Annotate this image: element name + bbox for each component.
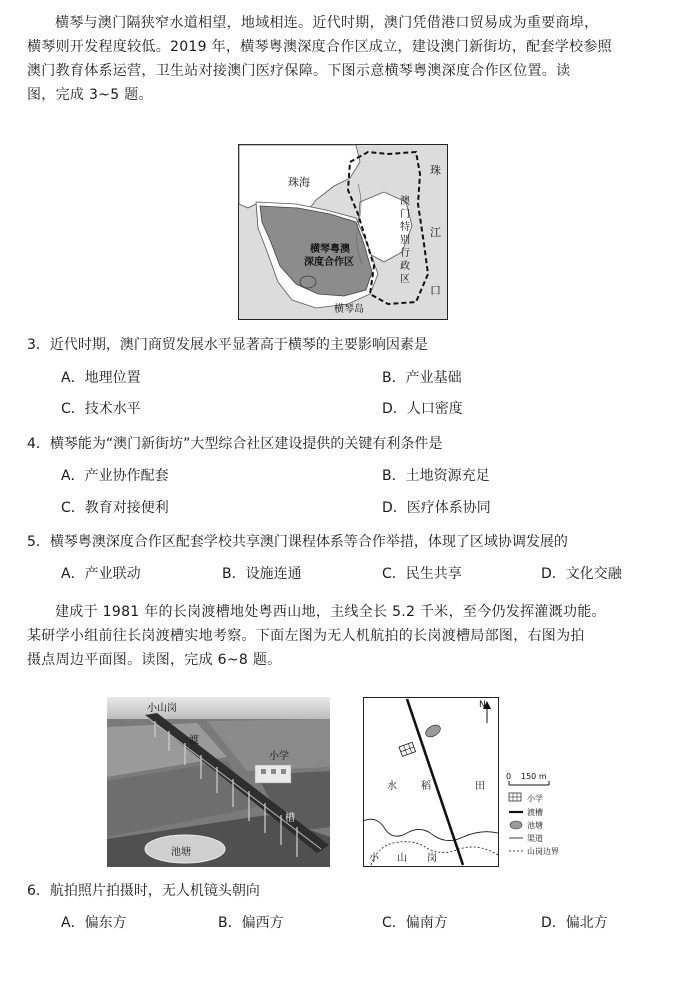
legend-school-symbol xyxy=(509,793,521,801)
hengqin-map-svg xyxy=(238,144,448,320)
plan-hill-char: 山 xyxy=(397,853,407,864)
photo-school-window xyxy=(281,769,286,774)
q6-option-d[interactable]: D．偏北方 xyxy=(541,915,608,931)
photo-label-cao-b: 槽 xyxy=(285,813,295,824)
q6-option-c[interactable]: C．偏南方 xyxy=(382,915,448,931)
passage-1-line: 横琴则开发程度较低。2019 年，横琴粤澳深度合作区成立，建设澳门新街坊，配套学校参照 xyxy=(27,39,612,55)
q5-option-a[interactable]: A．产业联动 xyxy=(61,566,141,582)
q5-option-b[interactable]: B．设施连通 xyxy=(222,566,302,582)
label-hengqin-island: 横琴岛 xyxy=(334,304,364,315)
label-macau-char: 政 xyxy=(400,261,410,272)
q4-option-b[interactable]: B．土地资源充足 xyxy=(382,468,490,484)
aerial-photo xyxy=(107,697,330,867)
legend-label: 渡槽 xyxy=(527,808,543,817)
label-macau-char: 门 xyxy=(400,209,410,220)
label-zone-1: 横琴粤澳 xyxy=(310,244,350,255)
plan-field-char: 水 xyxy=(387,781,397,792)
question-4-stem: 4．横琴能为“澳门新街坊”大型综合社区建设提供的关键有利条件是 xyxy=(27,436,443,452)
q4-option-a[interactable]: A．产业协作配套 xyxy=(61,468,169,484)
q6-option-a[interactable]: A．偏东方 xyxy=(61,915,127,931)
q3-option-d[interactable]: D．人口密度 xyxy=(382,401,463,417)
legend-label: 池塘 xyxy=(527,821,543,830)
label-river-char: 珠 xyxy=(430,164,441,177)
legend-label: 渠道 xyxy=(527,834,543,843)
photo-label-school: 小学 xyxy=(269,751,289,762)
label-macau-char: 区 xyxy=(400,274,410,285)
label-macau-char: 别 xyxy=(400,235,410,246)
photo-school-window xyxy=(261,769,266,774)
photo-label-hill: 小山岗 xyxy=(147,703,177,714)
label-macau-char: 行 xyxy=(400,248,410,259)
north-label: N xyxy=(479,700,486,710)
q4-option-d[interactable]: D．医疗体系协同 xyxy=(382,500,491,516)
passage-2-line: 摄点周边平面图。读图，完成 6~8 题。 xyxy=(27,652,282,668)
photo-label-pond: 池塘 xyxy=(171,847,191,858)
label-macau-char: 澳 xyxy=(400,196,410,207)
scale-zero: 0 xyxy=(506,772,512,781)
legend-label: 小学 xyxy=(527,794,543,803)
label-zhuhai: 珠海 xyxy=(288,176,310,189)
plan-hill-char: 小 xyxy=(369,853,379,864)
label-zone-2: 深度合作区 xyxy=(304,257,354,268)
q3-option-c[interactable]: C．技术水平 xyxy=(61,401,141,417)
plan-hill-char: 岗 xyxy=(427,853,437,864)
hengqin-location-map xyxy=(238,144,448,320)
label-river-char: 江 xyxy=(430,226,441,239)
passage-1 xyxy=(27,11,652,107)
plan-field-char: 稻 xyxy=(421,781,431,792)
q5-option-c[interactable]: C．民生共享 xyxy=(382,566,462,582)
question-3-stem: 3．近代时期，澳门商贸发展水平显著高于横琴的主要影响因素是 xyxy=(27,337,428,353)
q3-option-b[interactable]: B．产业基础 xyxy=(382,370,462,386)
passage-1-line: 澳门教育体系运营，卫生站对接澳门医疗保障。下图示意横琴粤澳深度合作区位置。读 xyxy=(27,63,571,79)
photo-sky xyxy=(107,697,330,719)
legend-label: 山岗边界 xyxy=(527,847,559,856)
photo-label-cao-a: 渡 xyxy=(189,735,199,746)
plan-map xyxy=(363,697,573,867)
passage-1-line: 图，完成 3~5 题。 xyxy=(27,87,153,103)
passage-2-line: 建成于 1981 年的长岗渡槽地处粤西山地，主线全长 5.2 千米，至今仍发挥灌溉功能。 xyxy=(55,604,606,620)
aerial-photo-svg xyxy=(107,697,330,867)
label-river-char: 口 xyxy=(430,284,441,297)
passage-1-line: 横琴与澳门隔狭窄水道相望，地域相连。近代时期，澳门凭借港口贸易成为重要商埠， xyxy=(55,15,599,31)
plan-map-svg xyxy=(363,697,573,867)
scale-text: 150 m xyxy=(521,772,547,781)
q4-option-c[interactable]: C．教育对接便利 xyxy=(61,500,169,516)
legend-pond-symbol xyxy=(510,821,522,829)
q6-option-b[interactable]: B．偏西方 xyxy=(218,915,284,931)
label-macau-char: 特 xyxy=(400,222,410,233)
plan-field-char: 田 xyxy=(475,781,485,792)
question-6-stem: 6．航拍照片拍摄时，无人机镜头朝向 xyxy=(27,883,260,899)
passage-2-line: 某研学小组前往长岗渡槽实地考察。下面左图为无人机航拍的长岗渡槽局部图，右图为拍 xyxy=(27,628,585,644)
passage-2 xyxy=(27,600,652,672)
question-5-stem: 5．横琴粤澳深度合作区配套学校共享澳门课程体系等合作举措，体现了区域协调发展的 xyxy=(27,534,568,550)
photo-school-window xyxy=(271,769,276,774)
q3-option-a[interactable]: A．地理位置 xyxy=(61,370,141,386)
q5-option-d[interactable]: D．文化交融 xyxy=(541,566,622,582)
